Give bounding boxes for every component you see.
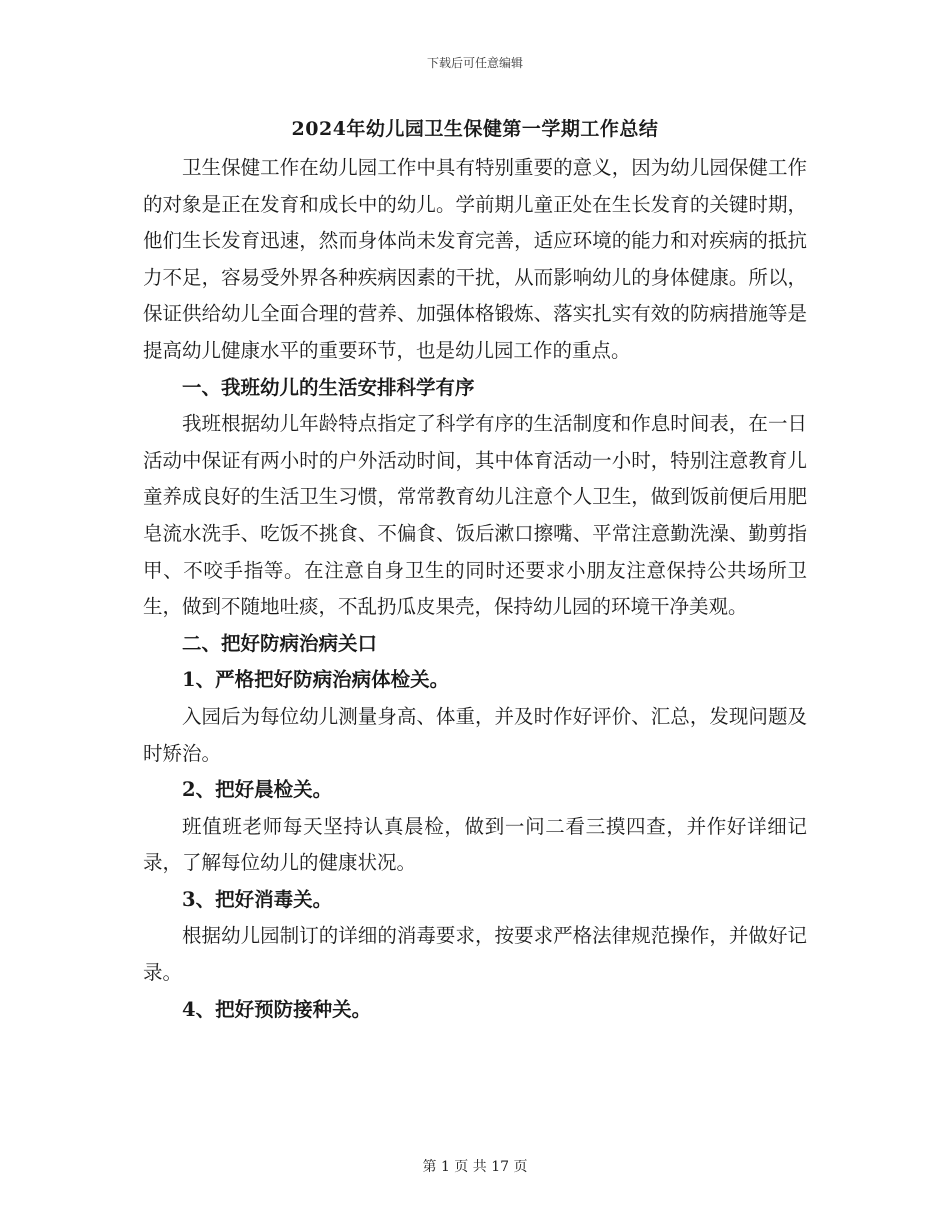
page-number: 第 1 页 共 17 页 xyxy=(422,1159,528,1175)
subsection-2-paragraph: 班值班老师每天坚持认真晨检，做到一问二看三摸四查，并作好详细记录，了解每位幼儿的健康状况。 xyxy=(143,814,807,875)
section-heading-1: 一、我班幼儿的生活安排科学有序 xyxy=(182,375,475,399)
subheading-3: 3、把好消毒关。 xyxy=(182,887,333,911)
subheading-1: 1、严格把好防病治病体检关。 xyxy=(182,668,450,692)
subheading-2: 2、把好晨检关。 xyxy=(182,778,333,802)
section-heading-2: 二、把好防病治病关口 xyxy=(182,631,378,655)
intro-paragraph: 卫生保健工作在幼儿园工作中具有特别重要的意义，因为幼儿园保健工作的对象是正在发育和成长中的幼儿。学前期儿童正处在生长发育的关键时期，他们生长发育迅速，然而身体尚未发育完善，适应环境的能力和对疾病的抵抗力不足，容易受外界各种疾病因素的干扰，从而影响幼儿的身体健康。所以，保证供给幼儿全面合理的营养、加强体格锻炼、落实扎实有效的防病措施等是提高幼儿健康水平的重要环节，也是幼儿园工作的重点。 xyxy=(143,156,807,362)
subsection-1-paragraph: 入园后为每位幼儿测量身高、体重，并及时作好评价、汇总，发现问题及时矫治。 xyxy=(143,704,807,765)
document-title: 2024年幼儿园卫生保健第一学期工作总结 xyxy=(291,118,659,140)
header-note: 下载后可任意编辑 xyxy=(426,56,523,70)
document-body xyxy=(143,150,807,1028)
section-1-paragraph: 我班根据幼儿年龄特点指定了科学有序的生活制度和作息时间表，在一日活动中保证有两小时的户外活动时间，其中体育活动一小时，特别注意教育儿童养成良好的生活卫生习惯，常常教育幼儿注意个人卫生，做到饭前便后用肥皂流水洗手、吃饭不挑食、不偏食、饭后漱口擦嘴、平常注意勤洗澡、勤剪指甲、不咬手指等。在注意自身卫生的同时还要求小朋友注意保持公共场所卫生，做到不随地吐痰，不乱扔瓜皮果壳，保持幼儿园的环境干净美观。 xyxy=(143,412,807,619)
subsection-3-paragraph: 根据幼儿园制订的详细的消毒要求，按要求严格法律规范操作，并做好记录。 xyxy=(143,924,807,985)
subheading-4: 4、把好预防接种关。 xyxy=(182,997,372,1021)
